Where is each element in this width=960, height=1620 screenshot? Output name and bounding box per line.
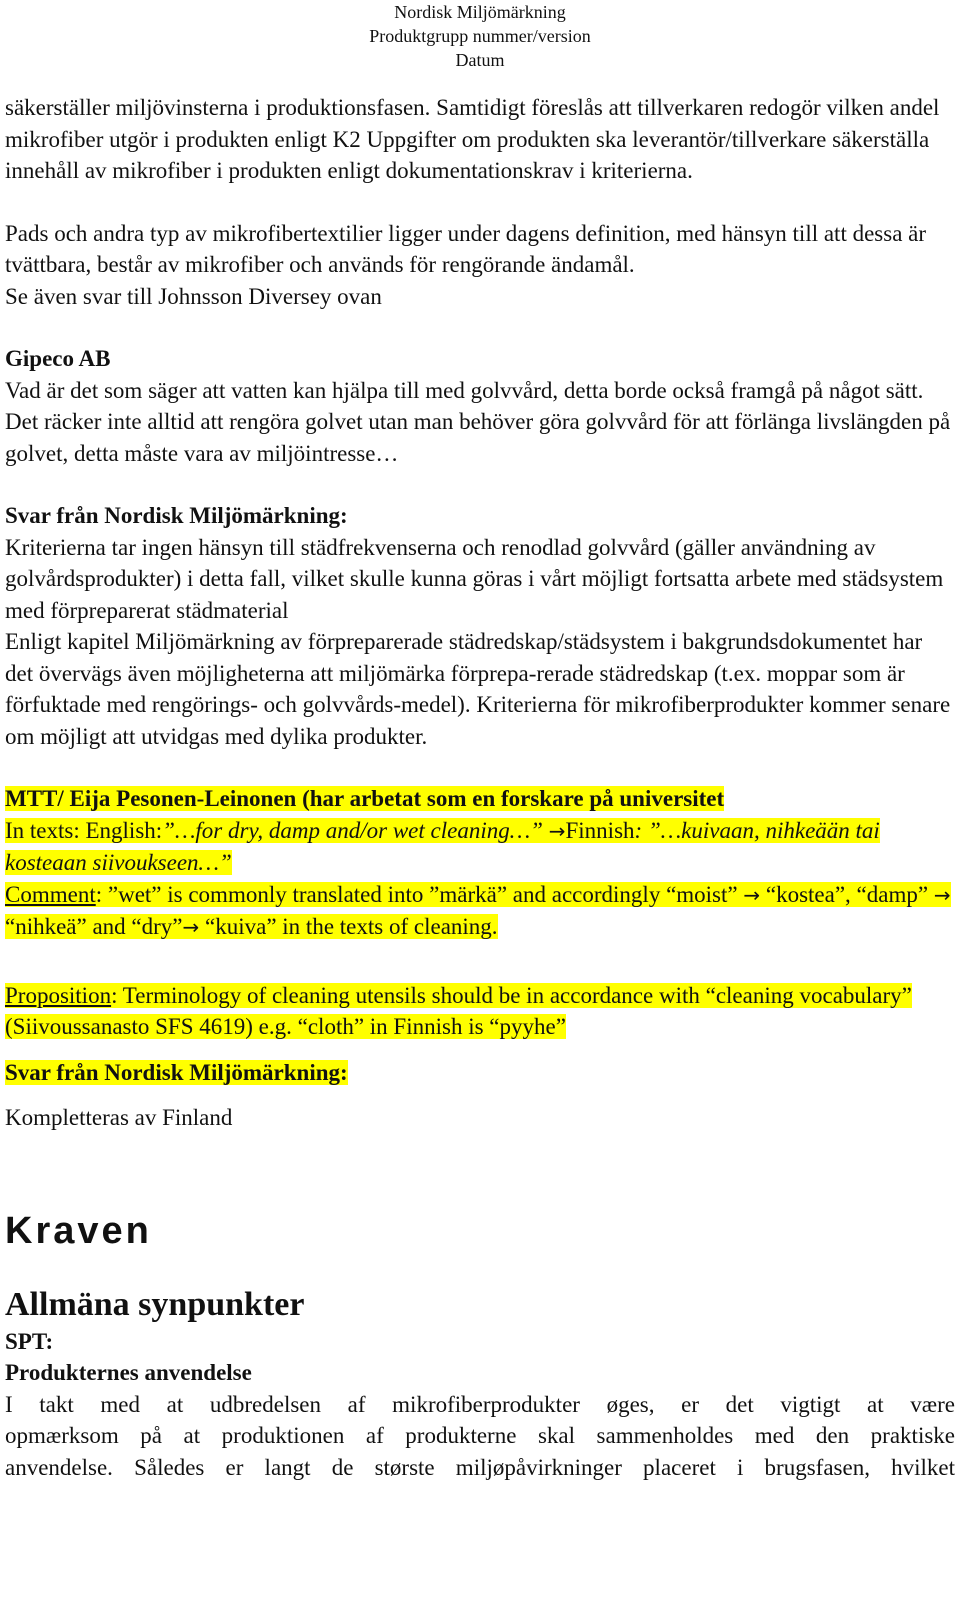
mtt-english-quote: ”…for dry, damp and/or wet cleaning…”	[162, 817, 543, 843]
paragraph-see-also: Se även svar till Johnsson Diversey ovan	[5, 283, 382, 309]
page-header	[0, 0, 960, 72]
section-title-general-comments: Allmäna synpunkter	[5, 1285, 305, 1323]
answer-heading-2: Svar från Nordisk Miljömärkning:	[5, 1059, 348, 1085]
mtt-section	[5, 783, 955, 1043]
mtt-in-texts-label: In texts: English:	[5, 817, 163, 843]
mtt-proposition-label: Proposition	[5, 982, 112, 1008]
header-date: Datum	[455, 50, 505, 70]
answer-text-1: Kriterierna tar ingen hänsyn till städfrekvenserna och renodlad golvvård (gäller användning av golvårdsprodukter) i detta fall, vilket skulle kunna göras i vårt möjligt fortsatta arbete med städsystem med förpreparerat städmaterial	[5, 534, 944, 623]
spt-text-line-2: opmærksom på at produktionen af produkterne skal sammenholdes med den praktiske	[5, 1423, 955, 1448]
mtt-comment-label: Comment	[5, 881, 96, 907]
gipeco-question-2: Det räcker inte alltid att rengöra golvet utan man behöver göra golvvård för att förlänga livslängden på golvet, detta måste vara av miljöintresse…	[5, 409, 951, 466]
spt-subheading: Produkternes anvendelse	[5, 1360, 252, 1385]
header-product-group: Produktgrupp nummer/version	[369, 26, 591, 46]
mtt-finnish-label: Finnish	[565, 817, 635, 843]
answer-heading-1: Svar från Nordisk Miljömärkning:	[5, 503, 348, 528]
mtt-comment-1: : ”wet” is commonly translated into ”märkä” and accordingly “moist”	[95, 881, 738, 907]
document-body	[5, 92, 955, 1483]
header-organization: Nordisk Miljömärkning	[394, 2, 566, 22]
section-title-kraven: Kraven	[5, 1209, 152, 1252]
mtt-comment-4: “kuiva” in the texts of cleaning.	[205, 914, 498, 939]
spt-text-line-1: I takt med at udbredelsen af mikrofiberprodukter øges, er det vigtigt at være	[5, 1391, 955, 1417]
spt-text-line-3: anvendelse. Således er langt de største miljøpåvirkninger placeret i brugsfasen, hvilket	[5, 1454, 955, 1480]
spt-heading: SPT:	[5, 1328, 54, 1354]
arrow-right-icon: →	[182, 915, 200, 939]
arrow-right-icon: →	[933, 882, 951, 907]
mtt-comment-2: “kostea”, “damp”	[765, 881, 929, 907]
arrow-right-icon: →	[743, 882, 761, 907]
mtt-proposition-text: : Terminology of cleaning utensils should be in accordance with “cleaning vocabulary” (Siivoussanasto SFS 4619) e.g. “cloth” in Finnish is “pyyhe”	[5, 982, 912, 1039]
answer-text-finland: Kompletteras av Finland	[5, 1105, 233, 1130]
paragraph-production-phase: säkerställer miljövinsterna i produktionsfasen. Samtidigt föreslås att tillverkaren redogör vilken andel mikrofiber utgör i produkten enligt K2 Uppgifter om produkten ska leverantör/tillverkare säkerställa innehåll av mikrofiber i produkten enligt dokumentationskrav i kriterierna.	[5, 95, 940, 183]
gipeco-question-1: Vad är det som säger att vatten kan hjälpa till med golvvård, detta borde också framgå på något sätt.	[5, 377, 924, 403]
mtt-comment-3: “nihkeä” and “dry”	[5, 914, 183, 939]
paragraph-pads: Pads och andra typ av mikrofibertextilier ligger under dagens definition, med hänsyn till att dessa är tvättbara, består av mikrofiber och används för rengörande ändamål.	[5, 220, 927, 277]
answer-text-2: Enligt kapitel Miljömärkning av förpreparerade städredskap/städsystem i bakgrundsdokumentet har det övervägs även möjligheterna att miljömärka förprepa-rerade städredskap (t.ex. moppar som är förfuktade med rengörings- och golvvårds-medel). Kriterierna för mikrofiberprodukter kommer senare om möjligt att utvidgas med dylika produkter.	[5, 629, 951, 749]
arrow-right-icon: →	[548, 818, 566, 843]
mtt-finnish-quote: : ”…kuivaan, nihkeään tai kosteaan siivoukseen…”	[5, 817, 880, 875]
mtt-heading: MTT/ Eija Pesonen-Leinonen (har arbetat som en forskare på universitet	[5, 786, 725, 811]
gipeco-heading: Gipeco AB	[5, 346, 111, 371]
